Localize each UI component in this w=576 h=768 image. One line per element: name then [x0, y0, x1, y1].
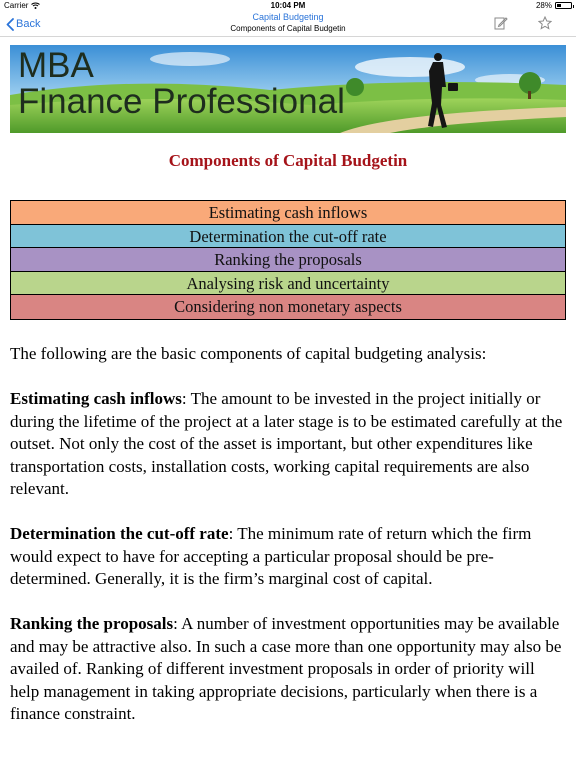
section-text: : The amount to be invested in the project initially or during the lifetime of the project at a later stage is to be estimated carefully at the outset. Not only the cost of the asset is important, but other expenditures like transportation costs, installation costs, working capital requirements are also relevant. [10, 389, 563, 498]
section-term: Ranking the proposals [10, 614, 174, 633]
component-row-ranking[interactable]: Ranking the proposals [11, 248, 565, 272]
status-bar [0, 0, 576, 11]
component-row-cutoff-rate[interactable]: Determination the cut-off rate [11, 225, 565, 249]
section-paragraph [10, 388, 566, 501]
carrier-label: Carrier [4, 1, 29, 10]
star-icon [538, 16, 552, 30]
section-text: : A number of investment opportunities may be available and may be attractive also. In such a case more than one opportunity may also be availed of. Ranking of different investment proposals in order of priority will help management in taking appropriate decisions, particularly when there is a finance constraint. [10, 614, 562, 723]
favorite-button[interactable] [538, 16, 552, 30]
battery-indicator [536, 1, 572, 10]
component-row-cash-inflows[interactable]: Estimating cash inflows [11, 201, 565, 225]
component-row-non-monetary[interactable]: Considering non monetary aspects [11, 295, 565, 319]
intro-paragraph: The following are the basic components of capital budgeting analysis: [10, 344, 487, 363]
battery-icon [555, 2, 572, 9]
edit-icon [494, 16, 508, 30]
back-button-label: Back [16, 18, 41, 30]
section-paragraph [10, 523, 566, 591]
clock: 10:04 PM [270, 1, 306, 10]
section-text: : The minimum rate of return which the firm would expect to have for accepting a particular proposal should be pre-determined. Generally, it is the firm’s marginal cost of capital. [10, 524, 532, 588]
banner-title-line1: MBA [18, 46, 94, 85]
edit-button[interactable] [494, 16, 508, 30]
components-table [10, 200, 566, 320]
section-term: Estimating cash inflows [10, 389, 182, 408]
nav-subtitle: Components of Capital Budgetin [230, 24, 346, 33]
nav-title: Capital Budgeting [252, 12, 324, 22]
section-term: Determination the cut-off rate [10, 524, 229, 543]
article-body [10, 343, 566, 748]
banner-title-line2: Finance Professional [18, 82, 345, 121]
banner-image [10, 45, 566, 133]
page-title: Components of Capital Budgetin [168, 151, 408, 170]
component-row-risk[interactable]: Analysing risk and uncertainty [11, 272, 565, 296]
banner-title [18, 48, 345, 120]
navigation-bar [0, 11, 576, 37]
battery-percent: 28% [535, 1, 552, 10]
section-paragraph [10, 613, 566, 726]
